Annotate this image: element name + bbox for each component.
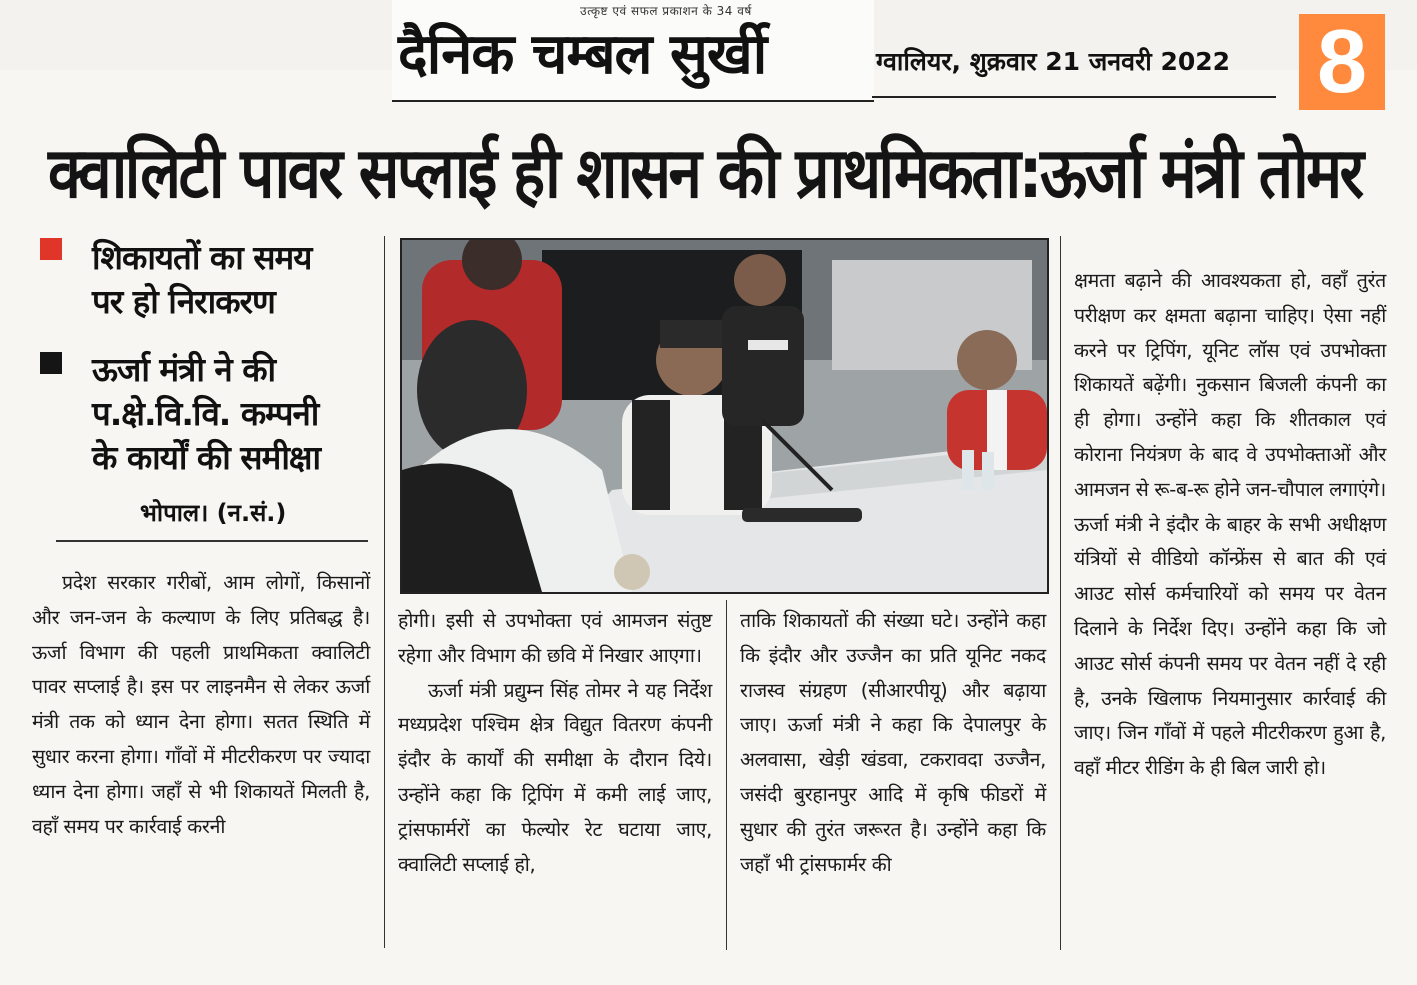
subhead-1-line1: शिकायतों का समय [92,238,312,277]
news-photo [400,238,1049,594]
column-4-text: क्षमता बढ़ाने की आवश्यकता हो, वहाँ तुरंत परीक्षण कर क्षमता बढ़ाना चाहिए। ऐसा नहीं करने पर ट्रिपिंग, यूनिट लॉस एवं उपभोक्ता शिकायतें बढ़ेंगी। नुकसान बिजली कंपनी का ही होगा। उन्होंने कहा कि शीतकाल एवं कोराना नियंत्रण के बाद वे उपभोक्ताओं और आमजन से रू-ब-रू होने जन-चौपाल लगाएंगे। ऊर्जा मंत्री ने इंदौर के बाहर के सभी अधीक्षण यंत्रियों से वीडियो कॉन्फ्रेंस से बात की एवं आउट सोर्स कर्मचारियों को समय पर वेतन दिलाने के निर्देश दिए। उन्होंने कहा कि जो आउट सोर्स कंपनी समय पर वेतन नहीं दे रही है, उनके खिलाफ नियमानुसार कार्रवाई की जाए। जिन गाँवों में पहले मीटरीकरण हुआ है, वहाँ मीटर रीडिंग के ही बिल जारी हो। [1074,269,1386,780]
byline-rule [56,540,368,542]
column-divider-3 [1060,236,1061,950]
article-headline: क्वालिटी पावर सप्लाई ही शासन की प्राथमिकता:ऊर्जा मंत्री तोमर [48,132,1362,214]
article-column-3 [740,604,1046,882]
subhead-2-line1: ऊर्जा मंत्री ने की [92,350,276,389]
black-square-bullet-icon [40,352,62,374]
subhead-1 [92,236,311,324]
article-column-2 [398,604,712,882]
masthead-tagline: उत्कृष्ट एवं सफल प्रकाशन के 34 वर्ष [580,4,752,18]
dateline-rule [872,96,1276,98]
masthead [392,0,874,102]
subhead-2-line2: प.क्षे.वि.वि. कम्पनी [92,394,319,433]
article-column-4 [1074,264,1386,786]
article-column-1 [32,566,370,844]
meeting-photo-illustration [402,240,1047,592]
column-3-text: ताकि शिकायतों की संख्या घटे। उन्होंने कहा कि इंदौर और उज्जैन का प्रति यूनिट नकद राजस्व संग्रहण (सीआरपीयू) और बढ़ाया जाए। ऊर्जा मंत्री ने कहा कि देपालपुर के अलवासा, खेड़ी खंडवा, टकरावदा उज्जैन, जसंदी बुरहानपुर आदि में कृषि फीडरों में सुधार की तुरंत जरूरत है। उन्होंने कहा कि जहाँ भी ट्रांसफार्मर की [740,609,1046,876]
page-number-badge: 8 [1299,14,1385,110]
byline: भोपाल। (न.सं.) [140,499,287,527]
subhead-2 [92,348,320,480]
subhead-2-line3: के कार्यों की समीक्षा [92,438,321,477]
subhead-1-line2: पर हो निराकरण [92,282,275,321]
red-square-bullet-icon [40,238,62,260]
newspaper-name: दैनिक चम्बल सुर्खी [398,22,767,87]
column-2-paragraph-2: ऊर्जा मंत्री प्रद्युम्न सिंह तोमर ने यह निर्देश मध्यप्रदेश पश्चिम क्षेत्र विद्युत वितरण कंपनी इंदौर के कार्यों की समीक्षा के दौरान दिये। उन्होंने कहा कि ट्रिपिंग में कमी लाई जाए, ट्रांसफार्मरों का फेल्योर रेट घटाया जाए, क्वालिटी सप्लाई हो, [398,678,712,876]
column-divider-2 [726,600,727,950]
column-1-text: प्रदेश सरकार गरीबों, आम लोगों, किसानों और जन-जन के कल्याण के लिए प्रतिबद्ध है। ऊर्जा विभाग की पहली प्राथमिकता क्वालिटी पावर सप्लाई है। इस पर लाइनमैन से लेकर ऊर्जा मंत्री तक को ध्यान देना होगा। सतत स्थिति में सुधार करना होगा। गाँवों में मीटरीकरण पर ज्यादा ध्यान देना होगा। जहाँ से भी शिकायतें मिलती है, वहाँ समय पर कार्रवाई करनी [32,571,370,838]
column-2-paragraph-1: होगी। इसी से उपभोक्ता एवं आमजन संतुष्ट रहेगा और विभाग की छवि में निखार आएगा। [398,609,712,667]
column-divider-1 [384,236,385,948]
dateline: ग्वालियर, शुक्रवार 21 जनवरी 2022 [876,47,1231,76]
